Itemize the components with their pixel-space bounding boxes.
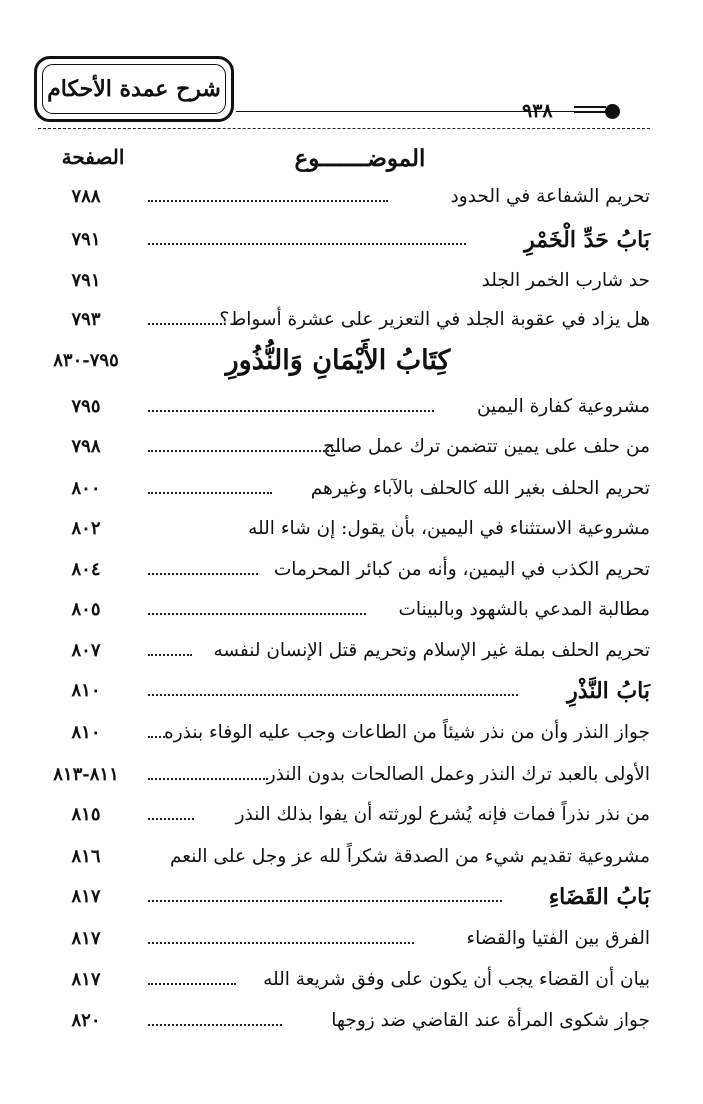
entry-page: ٨١٠ — [71, 680, 101, 701]
entry-topic: مشروعية تقديم شيء من الصدقة شكراً لله عز وجل على النعم — [169, 846, 650, 867]
entry-page: ٧٩١ — [71, 270, 101, 291]
entry-topic: بَابُ النَّذْرِ — [567, 678, 650, 704]
dot-leader — [148, 654, 192, 656]
toc-entry — [38, 514, 650, 544]
entry-page: ٧٩٣ — [71, 309, 101, 330]
toc-entry — [38, 924, 650, 954]
toc-entry-chapter — [38, 676, 650, 706]
entry-page: ٧٩١ — [71, 229, 101, 250]
entry-topic: تحريم الشفاعة في الحدود — [450, 186, 650, 207]
page-number: ٩٣٨ — [522, 100, 553, 122]
entry-topic: جواز النذر وأن من نذر شيئاً من الطاعات وجب عليه الوفاء بنذره — [164, 722, 650, 743]
entry-topic: تحريم الكذب في اليمين، وأنه من كبائر المحرمات — [273, 559, 650, 580]
bullet-ornament-icon — [605, 104, 620, 119]
dot-leader — [148, 200, 388, 202]
header-ornament-bars — [574, 106, 606, 116]
dot-leader — [148, 410, 434, 412]
entry-page: ٧٩٥-٨٣٠ — [53, 350, 119, 371]
toc-entry — [38, 474, 650, 504]
entry-page: ٨٠٤ — [71, 559, 101, 580]
entry-topic: مشروعية كفارة اليمين — [476, 396, 650, 417]
dot-leader — [148, 900, 502, 902]
book-title: شرح عمدة الأحكام — [42, 64, 226, 114]
dot-leader — [148, 818, 194, 820]
entry-topic: من حلف على يمين تتضمن ترك عمل صالح — [323, 436, 650, 457]
entry-page: ٨١٧ — [71, 886, 101, 907]
dot-leader — [148, 323, 222, 325]
entry-topic: مشروعية الاستثناء في اليمين، بأن يقول: إن شاء الله — [248, 518, 650, 539]
entry-page: ٨٠٧ — [71, 640, 101, 661]
entry-page: ٧٩٨ — [71, 436, 101, 457]
dot-leader — [148, 778, 268, 780]
entry-page: ٨٠٢ — [71, 518, 101, 539]
toc-entry — [38, 555, 650, 585]
toc-entry-book: كِتَابُ الأَيْمَانِ وَالنُّذُورِ ٧٩٥-٨٣٠ — [38, 346, 650, 376]
toc-entry — [38, 182, 650, 212]
entry-topic: بَابُ القَضَاءِ — [548, 884, 650, 910]
dot-leader — [148, 573, 258, 575]
entry-page: ٨١١-٨١٣ — [53, 764, 119, 785]
dot-leader — [148, 450, 340, 452]
entry-topic: جواز شكوى المرأة عند القاضي ضد زوجها — [331, 1010, 650, 1031]
column-header-topic: الموضـــــــوع — [294, 145, 426, 172]
column-header-page: الصفحة — [61, 145, 125, 169]
entry-page: ٧٩٥ — [71, 396, 101, 417]
entry-topic: بيان أن القضاء يجب أن يكون على وفق شريعة الله — [263, 969, 650, 990]
dot-leader — [148, 613, 366, 615]
dot-leader — [148, 243, 466, 245]
toc-entry — [38, 965, 650, 995]
entry-topic: بَابُ حَدِّ الْخَمْرِ — [524, 227, 650, 253]
toc-entry — [38, 842, 650, 872]
entry-topic: الأولى بالعبد ترك النذر وعمل الصالحات بدون النذر — [266, 764, 650, 785]
header-dashed-rule — [38, 128, 650, 129]
entry-page: ٨١٧ — [71, 928, 101, 949]
dot-leader — [148, 942, 414, 944]
dot-leader — [148, 1024, 282, 1026]
entry-topic: مطالبة المدعي بالشهود وبالبينات — [398, 599, 650, 620]
entry-topic: تحريم الحلف بغير الله كالحلف بالآباء وغيرهم — [310, 478, 650, 499]
toc-entry — [38, 760, 650, 790]
toc-entry-chapter — [38, 225, 650, 255]
toc-entry — [38, 636, 650, 666]
toc-entry — [38, 718, 650, 748]
entry-topic: تحريم الحلف بملة غير الإسلام وتحريم قتل الإنسان لنفسه — [213, 640, 650, 661]
entry-page: ٨١٦ — [71, 846, 101, 867]
toc-entry — [38, 266, 650, 296]
toc-entry — [38, 595, 650, 625]
entry-page: ٨٠٠ — [71, 478, 101, 499]
entry-topic: هل يزاد في عقوبة الجلد في التعزير على عشرة أسواط؟ — [219, 309, 650, 330]
dot-leader — [148, 492, 272, 494]
toc-entry — [38, 305, 650, 335]
toc-entry — [38, 392, 650, 422]
toc-entry — [38, 800, 650, 830]
entry-page: ٨١٥ — [71, 804, 101, 825]
entry-page: ٨١٠ — [71, 722, 101, 743]
dot-leader — [148, 694, 518, 696]
dot-leader — [148, 983, 236, 985]
book-title-frame — [34, 56, 234, 122]
toc-entry — [38, 432, 650, 462]
entry-topic: الفرق بين الفتيا والقضاء — [466, 928, 650, 949]
entry-page: ٨٠٥ — [71, 599, 101, 620]
entry-page: ٧٨٨ — [71, 186, 101, 207]
toc-entry-chapter — [38, 882, 650, 912]
toc-entry — [38, 1006, 650, 1036]
entry-page: ٨١٧ — [71, 969, 101, 990]
entry-topic: من نذر نذراً فمات فإنه يُشرع لورثته أن يفوا بذلك النذر — [235, 804, 650, 825]
entry-topic: حد شارب الخمر الجلد — [481, 270, 650, 291]
dot-leader — [148, 736, 168, 738]
entry-page: ٨٢٠ — [71, 1010, 101, 1031]
